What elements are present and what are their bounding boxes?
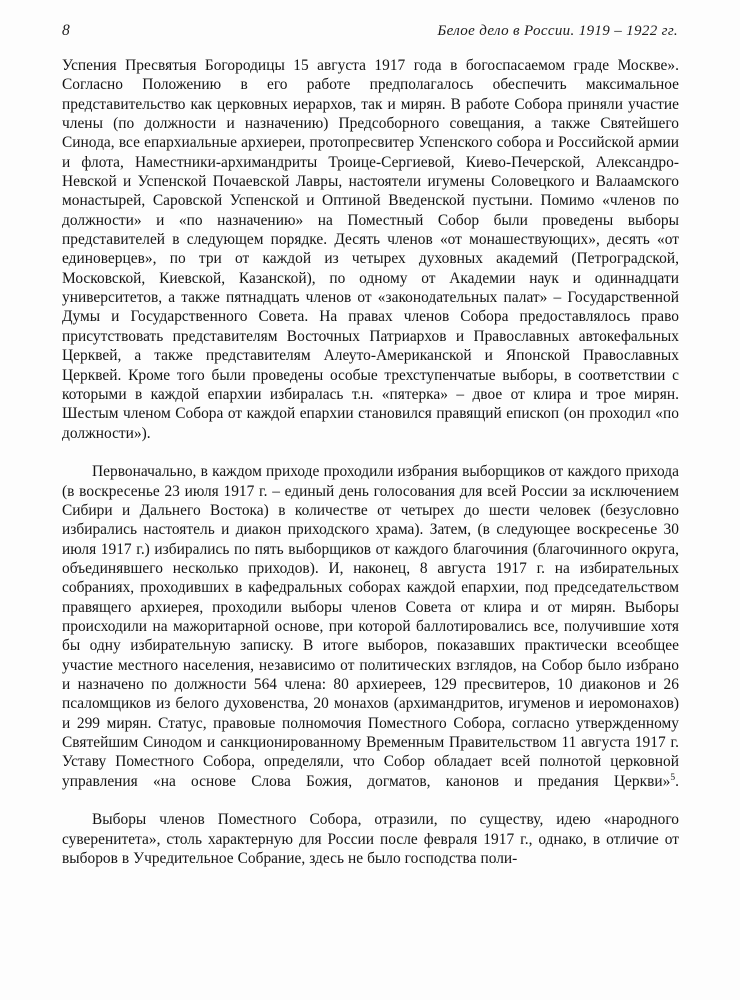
paragraph-3: Выборы членов Поместного Собора, отразили, по существу, идею «народного суверенитета», столь характерную для России после февраля 1917 г., однако, в отличие от выборов в Учредительное Собрание, здесь не было господства поли- — [62, 811, 679, 868]
paragraph-1: Успения Пресвятыя Богородицы 15 августа 1917 года в богоспасаемом граде Москве». Согласно Положению в его работе предполагалось обеспечить максимальное представительство как церковных иерархов, так и мирян. В работе Собора приняли участие члены (по должности и назначению) Предсоборного совещания, а также Святейшего Синода, все епархиальные архиереи, протопресвитер Успенского собора и Российской армии и флота, Наместники-архимандриты Троице-Сергиевой, Киево-Печерской, Александро-Невской и Успенской Почаевской Лавры, настоятели игумены Соловецкого и Валаамского монастырей, Саровской Успенской и Оптиной Введенской пустыни. Помимо «членов по должности» и «по назначению» на Поместный Собор были проведены выборы представителей в следующем порядке. Десять членов «от монашествующих», десять «от единоверцев», по три от каждой из четырех духовных академий (Петроградской, Московской, Киевской, Казанской), по одному от Академии наук и одиннадцати университетов, а также пятнадцать членов от «законодательных палат» – Государственной Думы и Государственного Совета. На правах членов Собора предоставлялось право присутствовать представителям Восточных Патриархов и Православных автокефальных Церквей, а также представителям Алеуто-Американской и Японской Православных Церквей. Кроме того были проведены особые трехступенчатые выборы, в соответствии с которыми в каждой епархии избиралась т.н. «пятерка» – двое от клира и трое мирян. Шестым членом Собора от каждой епархии становился правящий епископ (он проходил «по должности»). — [62, 57, 679, 442]
body-text-column — [62, 56, 679, 868]
running-head — [62, 22, 678, 44]
running-head-title: Белое дело в России. 1919 – 1922 гг. — [437, 23, 678, 39]
paragraph-2 — [62, 462, 679, 810]
paragraph-2-text: Первоначально, в каждом приходе проходили избрания выборщиков от каждого прихода (в воскресенье 23 июля 1917 г. – единый день голосования для всей России за исключением Сибири и Дальнего Востока) в количестве от четырех до шести человек (безусловно избирались настоятель и диакон приходского храма). Затем, (в следующее воскресенье 30 июля 1917 г.) избирались по пять выборщиков от каждого благочиния (благочинного округа, объединявшего несколько приходов). И, наконец, 8 августа 1917 г. на избирательных собраниях, проходивших в кафедральных соборах каждой епархии, под председательством правящего архиерея, проходили выборы членов Совета от клира и от мирян. Выборы происходили на мажоритарной основе, при которой баллотировались все, получившие хотя бы одну избирательную записку. В итоге выборов, показавших практически всеобщее участие местного населения, независимо от политических взглядов, на Собор было избрано и назначено по должности 564 члена: 80 архиереев, 129 пресвитеров, 10 диаконов и 26 псаломщиков из белого духовенства, 20 монахов (архимандритов, игуменов и иеромонахов) и 299 мирян. Статус, правовые полномочия Поместного Собора, согласно утвержденному Святейшим Синодом и санкционированному Временным Правительством 11 августа 1917 г. Уставу Поместного Собора, определяли, что Собор обладает всей полнотой церковной управления «на основе Слова Божия, догматов, канонов и предания Церкви» — [62, 463, 679, 790]
paragraph-2-tail: . — [675, 772, 679, 790]
footnote-marker[interactable]: 5 — [670, 772, 676, 783]
page-number: 8 — [62, 22, 70, 39]
